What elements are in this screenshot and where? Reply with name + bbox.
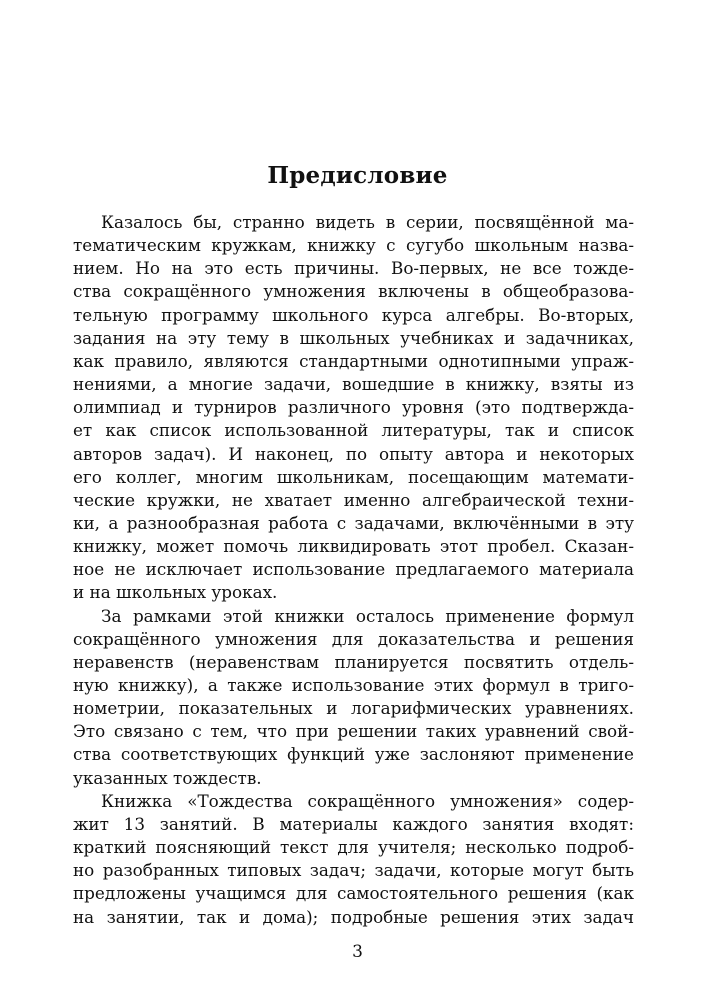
text-line: и на школьных уроках.	[73, 582, 278, 603]
text-line: нием. Но на это есть причины. Во-первых, не все тожде-	[73, 258, 634, 279]
text-line: на занятии, так и дома); подробные решения этих задач	[73, 906, 634, 927]
text-line: краткий поясняющий текст для учителя; несколько подроб-	[73, 837, 634, 857]
text-line: Казалось бы, странно видеть в серии, посвящённой ма-	[101, 212, 634, 232]
page-title: Предисловие	[267, 162, 448, 189]
text-line: предложены учащимся для самостоятельного решения (как	[73, 883, 634, 904]
text-line: ное не исключает использование предлагаемого материала	[73, 559, 634, 580]
text-line: неравенств (неравенствам планируется посвятить отдель-	[73, 651, 634, 672]
text-line: ства сокращённого умножения включены в общеобразова-	[73, 281, 634, 302]
text-line: Это связано с тем, что при решении таких уравнений свой-	[73, 721, 634, 742]
text-line: жит 13 занятий. В материалы каждого занятия входят:	[73, 813, 634, 834]
text-line: Книжка «Тождества сокращённого умножения» содер-	[101, 790, 634, 811]
text-line: задания на эту тему в школьных учебниках и задачниках,	[73, 327, 634, 348]
text-line: За рамками этой книжки осталось применение формул	[101, 605, 634, 626]
text-line: авторов задач). И наконец, по опыту автора и некоторых	[73, 443, 634, 464]
text-line: как правило, являются стандартными однотипными упраж-	[73, 350, 634, 371]
text-line: тельную программу школьного курса алгебры. Во-вторых,	[73, 304, 634, 325]
text-line: ческие кружки, не хватает именно алгебраической техни-	[73, 489, 634, 510]
text-line: ет как список использованной литературы, так и список	[73, 420, 634, 441]
text-line: его коллег, многим школьникам, посещающим математи-	[73, 466, 634, 487]
text-line: указанных тождеств.	[73, 767, 262, 788]
text-line: ную книжку), а также использование этих формул в триго-	[73, 675, 634, 695]
text-line: но разобранных типовых задач; задачи, которые могут быть	[73, 860, 634, 881]
text-line: ства соответствующих функций уже заслоняют применение	[73, 744, 634, 765]
text-line: сокращённого умножения для доказательства и решения	[73, 628, 634, 649]
text-line: книжку, может помочь ликвидировать этот пробел. Сказан-	[73, 536, 634, 557]
page-number: 3	[352, 942, 363, 962]
text-line: ки, а разнообразная работа с задачами, включёнными в эту	[73, 512, 634, 533]
text-line: нометрии, показательных и логарифмических уравнениях.	[73, 698, 634, 719]
text-line: тематическим кружкам, книжку с сугубо школьным назва-	[73, 235, 634, 256]
text-line: олимпиад и турниров различного уровня (это подтвержда-	[73, 397, 634, 418]
text-line: нениями, а многие задачи, вошедшие в книжку, взяты из	[73, 374, 634, 394]
